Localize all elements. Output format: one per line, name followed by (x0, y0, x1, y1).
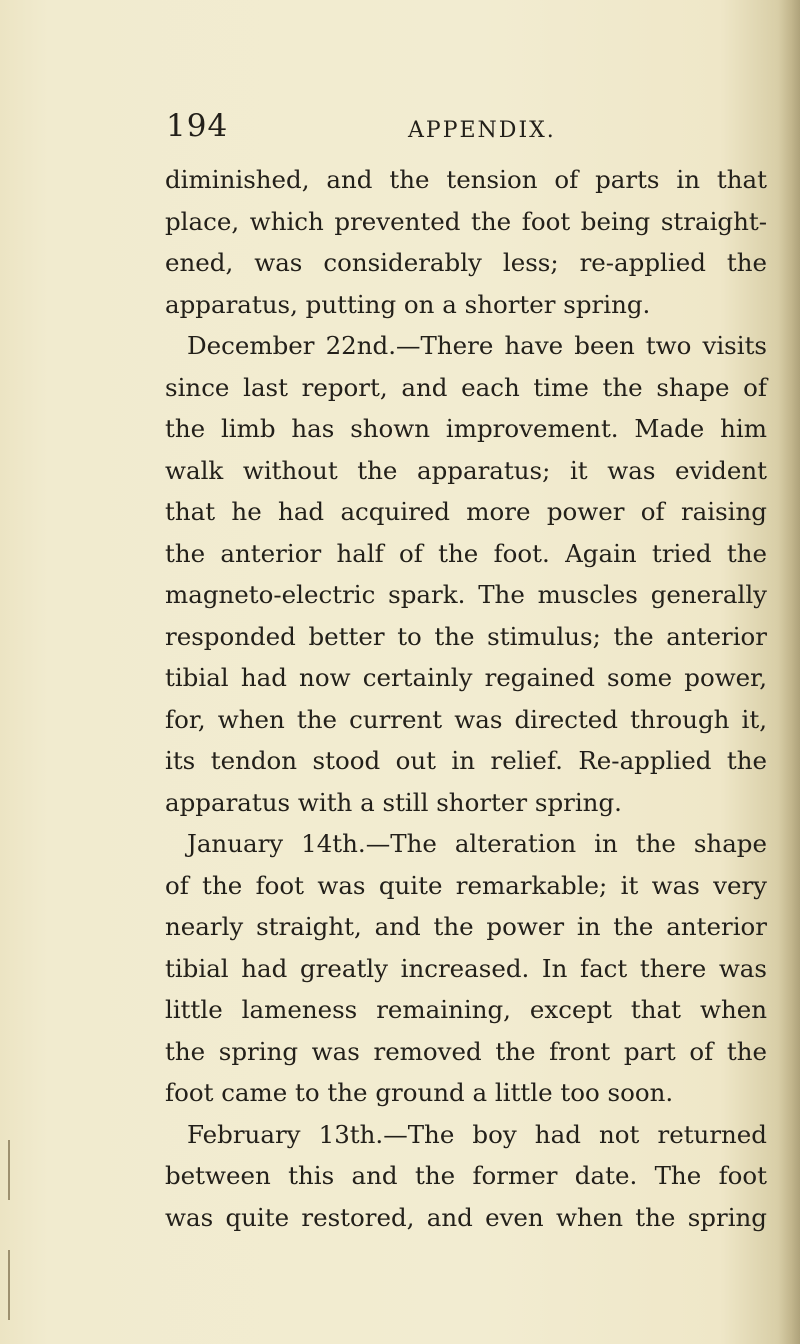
text-line: the anterior half of the foot. Again tried the (165, 538, 767, 568)
text-line: diminished, and the tension of parts in that (165, 165, 767, 194)
text-line: of the foot was quite remarkable; it was very (165, 870, 767, 900)
running-head: APPENDIX. (408, 118, 556, 143)
text-line: apparatus, putting on a shorter spring. (165, 289, 651, 319)
text-line: responded better to the stimulus; the anterior (165, 621, 767, 651)
text-line: tibial had now certainly regained some power, (165, 663, 767, 692)
text-line: February 13th.—The boy had not returned (187, 1119, 767, 1149)
text-line: December 22nd.—There have been two visits (187, 331, 767, 360)
text-line: walk without the apparatus; it was evident (165, 455, 767, 485)
margin-mark (8, 1250, 10, 1320)
page-header (166, 108, 586, 158)
margin-mark (8, 1140, 10, 1200)
text-line: little lameness remaining, except that when (165, 995, 767, 1024)
body-text (165, 159, 767, 1238)
text-line: ened, was considerably less; re-applied the (165, 248, 767, 277)
text-line: was quite restored, and even when the spring (165, 1202, 767, 1232)
text-line: the spring was removed the front part of the (165, 1036, 767, 1066)
text-line: since last report, and each time the shape of (165, 372, 767, 402)
text-line: foot came to the ground a little too soon. (165, 1078, 674, 1107)
text-line: place, which prevented the foot being straight- (165, 206, 767, 236)
text-line: January 14th.—The alteration in the shape (187, 829, 767, 858)
text-line: tibial had greatly increased. In fact there was (165, 953, 767, 983)
page-number: 194 (166, 108, 229, 144)
text-line: apparatus with a still shorter spring. (165, 787, 622, 817)
text-line: magneto-electric spark. The muscles generally (165, 580, 767, 609)
text-line: nearly straight, and the power in the anterior (165, 912, 767, 941)
text-line: that he had acquired more power of raising (165, 497, 767, 526)
text-line: between this and the former date. The foot (165, 1161, 767, 1190)
page-edge-shadow (778, 0, 800, 1344)
text-line: for, when the current was directed through it, (165, 704, 767, 734)
text-line: its tendon stood out in relief. Re-applied the (165, 746, 767, 775)
text-line: the limb has shown improvement. Made him (165, 414, 767, 443)
